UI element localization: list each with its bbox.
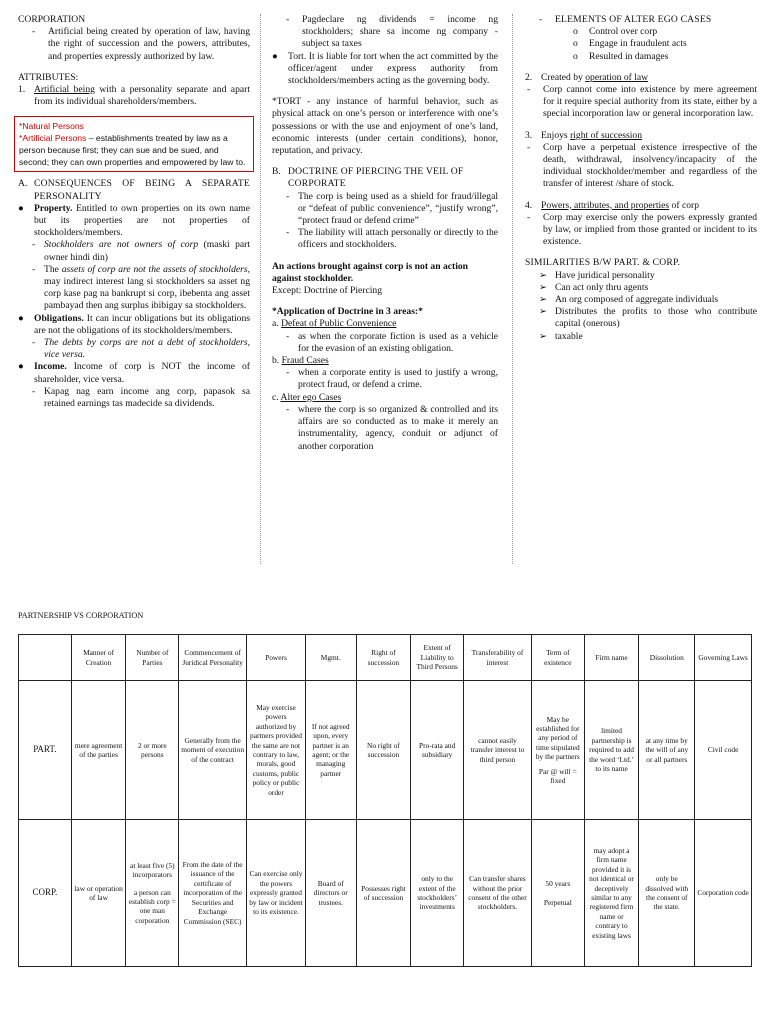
- header-cell: Commencement of Juridical Personality: [179, 635, 247, 681]
- element-item: o Control over corp: [573, 26, 658, 38]
- tort-definition: *TORT - any instance of harmful behavior, such as physical attack on one’s person or interference with one’s possessions or with the use and enjoyment of one’s land, economic interests (under certain conditions), honor, reputation, and privacy.: [272, 96, 498, 157]
- similarity-item: ➢ Distributes the profits to those who contribute capital (onerous): [539, 306, 757, 330]
- table-cell: Pro-rata and subsidiary: [411, 681, 464, 820]
- table-cell: Civil code: [695, 681, 752, 820]
- table-cell: May be established for any period of time stipulated by the partners Par @ will = fixed: [531, 681, 584, 820]
- artificial-persons: *Artificial Persons – establishments treated by law as a person because first; they can sue and be sued, and second; they can own properties and empowered by law to.: [19, 133, 246, 168]
- circle-bullet-icon: o: [573, 38, 578, 50]
- similarity-item: ➢ taxable: [539, 330, 583, 342]
- header-cell: Firm name: [584, 635, 639, 681]
- header-cell: Right of succession: [356, 635, 411, 681]
- row-label: CORP.: [19, 820, 72, 967]
- dividends-item: - Pagdeclare ng dividends = income ng stockholders; share sa income ng company -subject sa taxes: [286, 14, 498, 50]
- circle-bullet-icon: o: [573, 26, 578, 38]
- attribute-1: 1. Artificial being with a personality separate and apart from its individual shareholders/members.: [18, 84, 250, 108]
- table-cell: If not agreed upon, every partner is an agent; or the managing partner: [305, 681, 356, 820]
- arrow-bullet-icon: ➢: [539, 330, 548, 342]
- action-against-corp: An actions brought against corp is not an action against stockholder.: [272, 260, 468, 284]
- attribute-3: 3. Enjoys right of succession: [525, 129, 643, 141]
- column-divider-2: [512, 14, 513, 564]
- bullet-icon: ●: [18, 312, 24, 324]
- table-cell: 50 years Perpetual: [531, 820, 584, 967]
- except-line: Except: Doctrine of Piercing: [272, 285, 383, 297]
- column-right: [525, 14, 757, 343]
- attribute-3-desc: - Corp have a perpetual existence irrespective of the death, withdrawal, insolvency/incapacity of the individual stockholder/member and regardless of the transfer of interest /share of stock.: [527, 141, 757, 190]
- table-cell: Possesses right of succession: [356, 820, 411, 967]
- section-a-heading: A. CONSEQUENCES OF BEING A SEPARATE PERSONALITY: [18, 178, 250, 202]
- similarity-item: ➢ Have juridical personality: [539, 269, 655, 281]
- table-cell: cannot easily transfer interest to third person: [464, 681, 532, 820]
- area-c-title: c. Alter ego Cases: [272, 391, 342, 403]
- row-label: PART.: [19, 681, 72, 820]
- corporation-heading: CORPORATION: [18, 14, 86, 25]
- table-cell: From the date of the issuance of the certificate of incorporation of the Securities and Exchange Commission (SEC): [179, 820, 247, 967]
- header-cell: Term of existence: [531, 635, 584, 681]
- area-b-title: b. Fraud Cases: [272, 355, 329, 367]
- element-item: o Resulted in damages: [573, 50, 669, 62]
- income-sub: - Kapag nag earn income ang corp, papasok sa retained earnings tas madecide sa dividends.: [32, 385, 250, 410]
- dash-bullet: -: [32, 26, 36, 38]
- area-a-title: a. Defeat of Public Convenience: [272, 318, 397, 330]
- header-cell: Transferability of interest: [464, 635, 532, 681]
- header-cell: [19, 635, 72, 681]
- table-cell: mere agreement of the parties: [71, 681, 126, 820]
- table-title: PARTNERSHIP VS CORPORATION: [18, 611, 144, 620]
- bullet-icon: ●: [18, 202, 24, 214]
- table-cell: Generally from the moment of execution of the contract: [179, 681, 247, 820]
- table-cell: May exercise powers authorized by partners provided the same are not contrary to law, morals, good customs, public policy or public order: [247, 681, 306, 820]
- table-cell: law or operation of law: [71, 820, 126, 967]
- property-sub-2: - The assets of corp are not the assets of stockholders, may indirect interest lang si stockholders sa asset ng corp kase pag na bankrupt si corp, ibebenta ang asset pambayad then ang surplus ibibigay sa stockholders.: [32, 263, 250, 312]
- column-divider-1: [260, 14, 261, 564]
- table-cell: limited partnership is required to add the word ‘Ltd.’ to its name: [584, 681, 639, 820]
- header-cell: Powers: [247, 635, 306, 681]
- elements-heading: - ELEMENTS OF ALTER EGO CASES: [539, 14, 712, 25]
- obligations-item: ● Obligations. It can incur obligations but its obligations are not the obligations of its stockholders/members.: [18, 312, 250, 336]
- arrow-bullet-icon: ➢: [539, 281, 548, 293]
- table-header-row: [19, 635, 752, 681]
- header-cell: Number of Parties: [126, 635, 179, 681]
- header-cell: Extent of Liability to Third Persons: [411, 635, 464, 681]
- table-cell: Corporation code: [695, 820, 752, 967]
- table-cell: Can exercise only the powers expressly granted by law or incident to its existence.: [247, 820, 306, 967]
- header-cell: Manner of Creation: [71, 635, 126, 681]
- application-heading: *Application of Doctrine in 3 areas:*: [272, 306, 423, 318]
- table-cell: only be dissolved with the consent of the state.: [639, 820, 695, 967]
- property-item: ● Property. Entitled to own properties on its own name but its properties are not properties of stockholders/members.: [18, 202, 250, 239]
- table-cell: Can transfer shares without the prior consent of the other stockholders.: [464, 820, 532, 967]
- tort-item: ● Tort. It is liable for tort when the act committed by the officer/agent under express authority from stockholders/members acting as the governing body.: [272, 50, 498, 87]
- attributes-heading: ATTRIBUTES:: [18, 71, 79, 83]
- header-cell: Mgmt.: [305, 635, 356, 681]
- arrow-bullet-icon: ➢: [539, 269, 548, 281]
- table-row-partnership: [19, 681, 752, 820]
- element-item: o Engage in fraudulent acts: [573, 38, 687, 50]
- table-cell: only to the extent of the stockholders’ investments: [411, 820, 464, 967]
- attribute-2-desc: - Corp cannot come into existence by mere agreement for it require special authority from its state, either by a special incorporation law or general incorporation law.: [527, 84, 757, 120]
- attribute-4: 4. Powers, attributes, and properties of corp: [525, 199, 699, 211]
- obligations-sub: - The debts by corps are not a debt of stockholders, vice versa.: [32, 337, 250, 361]
- arrow-bullet-icon: ➢: [539, 294, 548, 306]
- column-left: [18, 14, 250, 410]
- area-a-item: - as when the corporate fiction is used as a vehicle for the evasion of an existing obligation.: [286, 330, 498, 354]
- table-cell: at any time by the will of any or all partners: [639, 681, 695, 820]
- table-row-corporation: [19, 820, 752, 967]
- piercing-item-1: - The corp is being used as a shield for fraud/illegal or “defeat of public convenience”, “justify wrong”, “protect fraud or defend crime”: [286, 190, 498, 227]
- similarity-item: ➢ An org composed of aggregate individuals: [539, 294, 719, 306]
- arrow-bullet-icon: ➢: [539, 306, 548, 318]
- section-b-heading: B. DOCTRINE OF PIERCING THE VEIL OF CORPORATE: [272, 166, 464, 190]
- attribute-4-desc: - Corp may exercise only the powers expressly granted by law, or implied from those granted or incident to its existence.: [527, 211, 757, 248]
- income-item: ● Income. Income of corp is NOT the income of shareholder, vice versa.: [18, 361, 250, 385]
- table-cell: at least five (5) incorporators a person can establish corp = one man corporation: [126, 820, 179, 967]
- property-sub-1: - Stockholders are not owners of corp (maski part owner hindi din): [32, 239, 250, 263]
- table-cell: 2 or more persons: [126, 681, 179, 820]
- column-middle: [272, 14, 498, 453]
- area-c-item: - where the corp is so organized & controlled and its affairs are so conducted as to make it merely an instrumentality, agency, conduit or adjunct of another corporation: [286, 403, 498, 452]
- table-cell: may adopt a firm name provided it is not identical or deceptively similar to any registered firm name or contrary to existing laws: [584, 820, 639, 967]
- header-cell: Dissolution: [639, 635, 695, 681]
- table-cell: Board of directors or trustees.: [305, 820, 356, 967]
- natural-persons: *Natural Persons: [19, 121, 84, 132]
- similarities-heading: SIMILARITIES B/W PART. & CORP.: [525, 257, 681, 269]
- header-cell: Governing Laws: [695, 635, 752, 681]
- attribute-2: 2. Created by operation of law: [525, 71, 649, 83]
- bullet-icon: ●: [272, 50, 278, 62]
- persons-note-box: [14, 116, 254, 172]
- similarity-item: ➢ Can act only thru agents: [539, 281, 649, 293]
- circle-bullet-icon: o: [573, 50, 578, 62]
- bullet-icon: ●: [18, 361, 24, 373]
- piercing-item-2: - The liability will attach personally or directly to the officers and stockholders.: [286, 227, 498, 251]
- corporation-definition: - Artificial being created by operation of law, having the right of succession and the powers, attributes, and properties expressly authorized by law.: [32, 26, 250, 62]
- comparison-table: [18, 634, 752, 967]
- table-cell: No right of succession: [356, 681, 411, 820]
- area-b-item: - when a corporate entity is used to justify a wrong, protect fraud, or defend a crime.: [286, 367, 498, 391]
